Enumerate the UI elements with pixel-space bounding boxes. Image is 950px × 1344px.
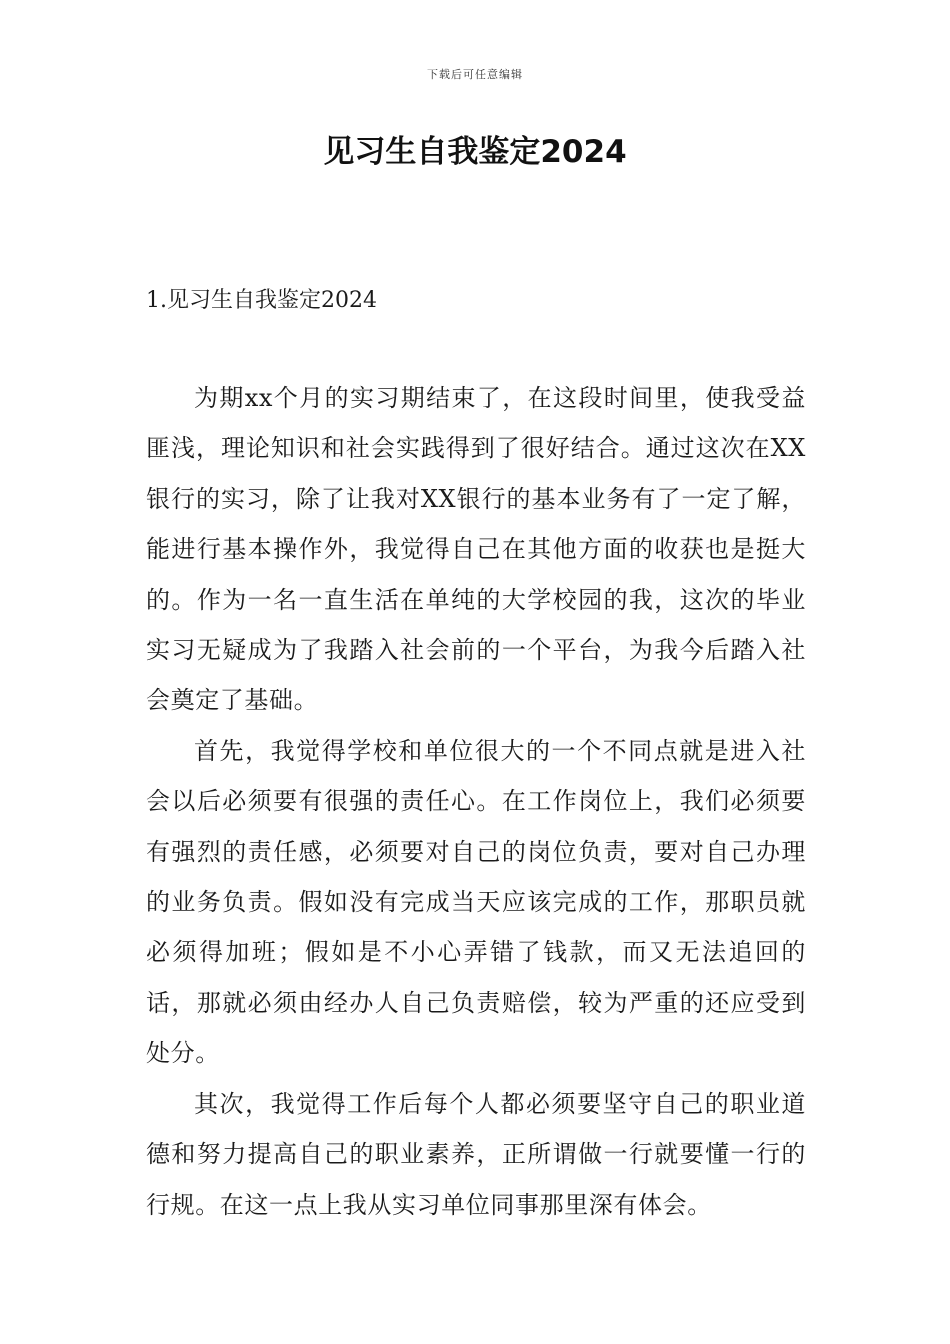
- paragraph-1: 为期xx个月的实习期结束了，在这段时间里，使我受益匪浅，理论知识和社会实践得到了很好结合。通过这次在XX银行的实习，除了让我对XX银行的基本业务有了一定了解，能进行基本操作外，我觉得自己在其他方面的收获也是挺大的。作为一名一直生活在单纯的大学校园的我，这次的毕业实习无疑成为了我踏入社会前的一个平台，为我今后踏入社会奠定了基础。: [146, 384, 806, 715]
- body-text: [146, 373, 806, 1230]
- header-note: 下载后可任意编辑: [427, 68, 523, 81]
- document-title: 见习生自我鉴定2024: [323, 134, 627, 170]
- paragraph-3: 其次，我觉得工作后每个人都必须要坚守自己的职业道德和努力提高自己的职业素养，正所谓做一行就要懂一行的行规。在这一点上我从实习单位同事那里深有体会。: [146, 1089, 806, 1219]
- section-heading: 1.见习生自我鉴定2024: [146, 288, 377, 313]
- paragraph-2: 首先，我觉得学校和单位很大的一个不同点就是进入社会以后必须要有很强的责任心。在工作岗位上，我们必须要有强烈的责任感，必须要对自己的岗位负责，要对自己办理的业务负责。假如没有完成当天应该完成的工作，那职员就必须得加班；假如是不小心弄错了钱款，而又无法追回的话，那就必须由经办人自己负责赔偿，较为严重的还应受到处分。: [146, 736, 806, 1068]
